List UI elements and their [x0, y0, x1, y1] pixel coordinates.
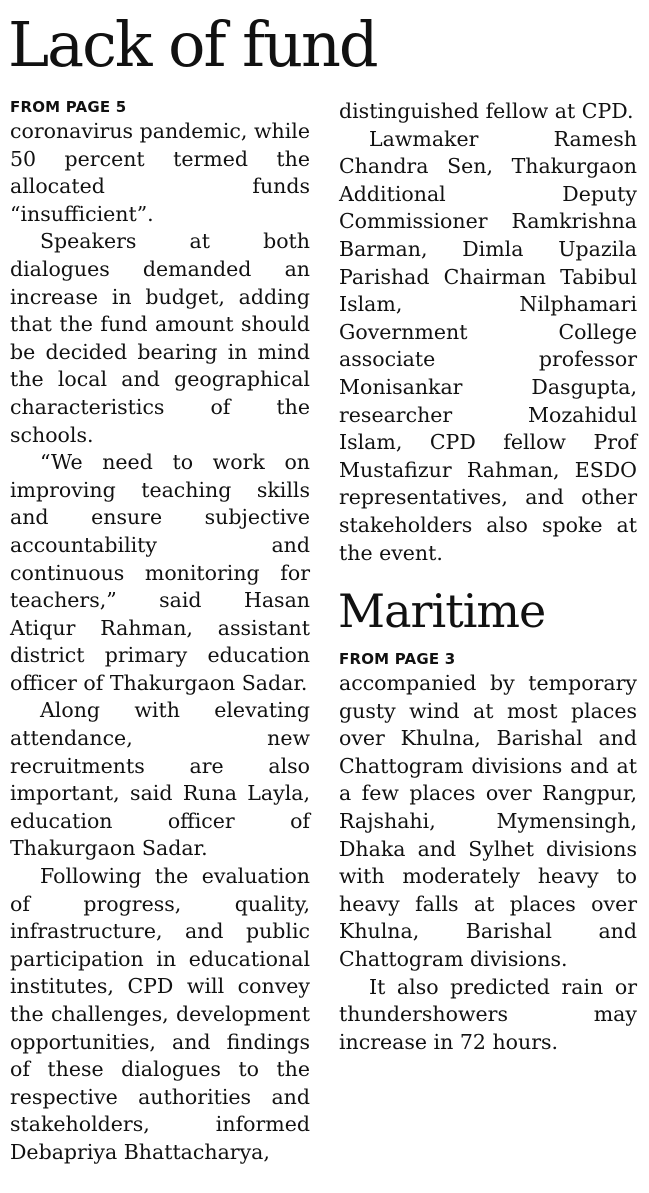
jump-line: FROM PAGE 3	[339, 650, 456, 668]
maritime-column	[339, 670, 637, 1056]
article-column-left	[10, 118, 310, 1167]
paragraph: Speakers at both dialogues demanded an increase in budget, adding that the fund amount should be decided bearing in mind the local and geographical characteristics of the schools.	[10, 229, 310, 447]
paragraph: coronavirus pandemic, while 50 percent termed the allocated funds “insufficient”.	[10, 119, 310, 226]
article-headline-maritime: Maritime	[338, 584, 546, 638]
paragraph: It also predicted rain or thundershowers may increase in 72 hours.	[339, 974, 637, 1054]
paragraph: Following the evaluation of progress, quality, infrastructure, and public participation in educational institutes, CPD will convey the challenges, development opportunities, and findings of these dialogues to the respective authorities and stakeholders, informed Debapriya Bhattacharya,	[10, 864, 310, 1164]
paragraph: Lawmaker Ramesh Chandra Sen, Thakurgaon Additional Deputy Commissioner Ramkrishna Barman, Dimla Upazila Parishad Chairman Tabibul Islam, Nilphamari Government College associate professor Monisankar Dasgupta, researcher Mozahidul Islam, CPD fellow Prof Mustafizur Rahman, ESDO representatives, and other stakeholders also spoke at the event.	[339, 126, 637, 565]
article-headline: Lack of fund	[8, 8, 377, 81]
paragraph: “We need to work on improving teaching skills and ensure subjective accountability and continuous monitoring for teachers,” said Hasan Atiqur Rahman, assistant district primary education officer of Thakurgaon Sadar.	[10, 450, 310, 695]
paragraph: distinguished fellow at CPD.	[339, 99, 634, 123]
paragraph: Along with elevating attendance, new recruitments are also important, said Runa Layla, education officer of Thakurgaon Sadar.	[10, 698, 310, 861]
paragraph: accompanied by temporary gusty wind at most places over Khulna, Barishal and Chattogram divisions and at a few places over Rangpur, Rajshahi, Mymensingh, Dhaka and Sylhet divisions with moderately heavy to heavy falls at places over Khulna, Barishal and Chattogram divisions.	[339, 671, 637, 971]
article-column-right	[339, 98, 637, 567]
jump-line: FROM PAGE 5	[10, 98, 127, 116]
